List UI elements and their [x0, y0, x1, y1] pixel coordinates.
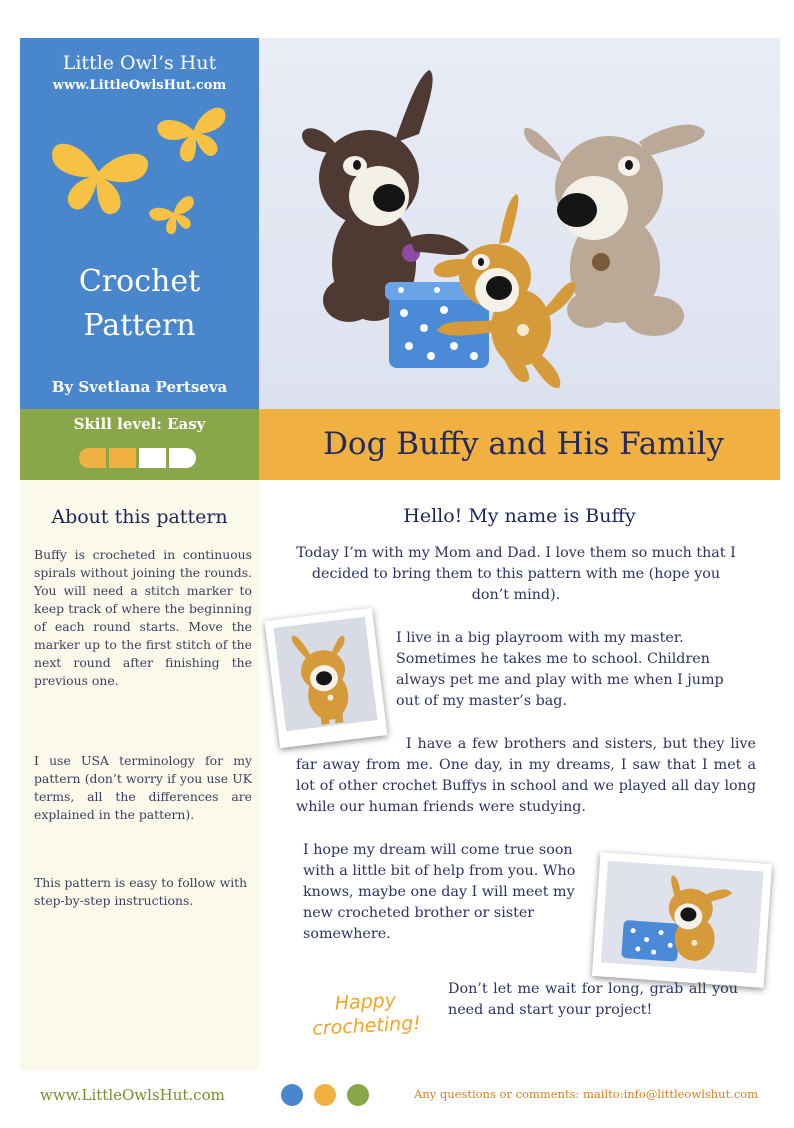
- butterfly-icon: [156, 106, 235, 167]
- about-sidebar: [20, 480, 259, 1070]
- skill-pip-3: [139, 448, 166, 468]
- skill-band: [20, 409, 259, 480]
- about-paragraph-2: I use USA terminology for my pattern (don’t worry if you use UK terms, all the differences are explained in the pattern).: [34, 753, 252, 822]
- polaroid-photo-1: [265, 608, 388, 748]
- about-heading: About this pattern: [51, 506, 228, 528]
- brand-name: Little Owl’s Hut: [62, 52, 217, 74]
- story-intro: Today I’m with my Mom and Dad. I love them so much that I decided to bring them to this pattern with me (hope you don’t mind).: [296, 545, 736, 603]
- photo-buffy-with-tin: [601, 861, 764, 974]
- photo-buffy-standing: [274, 617, 378, 731]
- story-heading: Hello! My name is Buffy: [403, 505, 636, 527]
- about-paragraph-1: Buffy is crocheted in continuous spirals without joining the rounds. You will need a stitch marker to keep track of where the beginning of each round starts. Move the marker up to the first stitch of the next round after finishing the previous one.: [34, 547, 252, 688]
- footer-dots: [280, 1081, 372, 1109]
- circle-icon: [281, 1084, 303, 1106]
- butterflies: [46, 96, 236, 246]
- happy-crocheting: Happy crocheting!: [311, 989, 422, 1040]
- skill-level: Skill level: Easy: [73, 415, 206, 433]
- pattern-title: Crochet Pattern: [78, 264, 201, 343]
- butterfly-icon: [46, 142, 149, 218]
- brand-url[interactable]: www.LittleOwlsHut.com: [52, 78, 227, 93]
- footer-url[interactable]: www.LittleOwlsHut.com: [40, 1086, 225, 1104]
- story-paragraph-2: I live in a big playroom with my master. Sometimes he takes me to school. Children always pet me and play with me when I jump out of my master’s bag.: [396, 630, 724, 709]
- title-band: [259, 409, 780, 480]
- footer-contact[interactable]: Any questions or comments: mailto:info@littleowlshut.com: [414, 1087, 759, 1101]
- skill-level-indicator: [78, 447, 198, 469]
- story-paragraph-5: Don’t let me wait for long, grab all you need and start your project!: [448, 981, 738, 1018]
- butterfly-icon: [148, 195, 202, 239]
- skill-pip-1: [79, 448, 106, 468]
- hero-photo: [259, 38, 780, 409]
- author: By Svetlana Pertseva: [51, 378, 228, 396]
- skill-pip-2: [109, 448, 136, 468]
- circle-icon: [314, 1084, 336, 1106]
- story-paragraph-3: I have a few brothers and sisters, but they live far away from me. One day, in my dreams, I saw that I met a lot of other crochet Buffys in school and we played all day long while our human friends were studying.: [296, 736, 756, 815]
- main-title: Dog Buffy and His Family: [323, 426, 724, 462]
- skill-pip-4: [169, 448, 196, 468]
- circle-icon: [347, 1084, 369, 1106]
- brand-panel: [20, 38, 259, 409]
- crochet-dogs-illustration: [259, 38, 780, 409]
- story-paragraph-4: I hope my dream will come true soon with a little bit of help from you. Who knows, maybe one day I will meet my new crocheted brother or sister somewhere.: [303, 842, 576, 942]
- about-paragraph-3: This pattern is easy to follow with step-by-step instructions.: [34, 875, 248, 908]
- polaroid-photo-2: [592, 852, 772, 988]
